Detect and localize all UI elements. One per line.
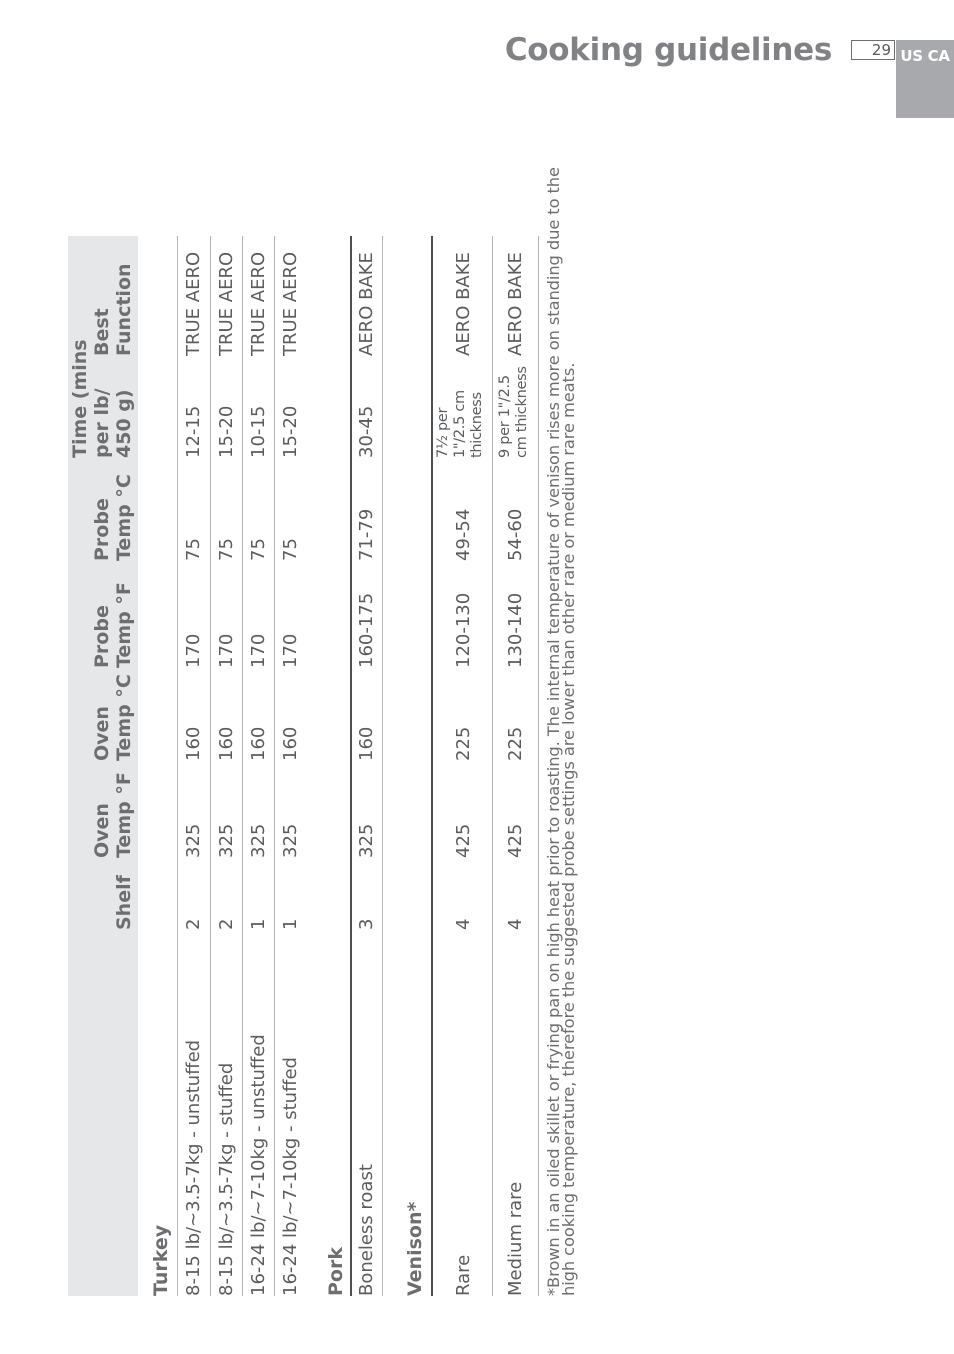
cell-shelf: 2	[183, 918, 204, 930]
cell-oven-c: 225	[453, 726, 474, 761]
cell-probe-f: 170	[183, 633, 204, 668]
row-divider	[382, 236, 383, 1296]
cell-function: TRUE AERO	[183, 251, 204, 356]
cell-oven-f: 425	[505, 823, 526, 858]
cell-item: 8-15 lb/~3.5-7kg - stuffed	[216, 1062, 237, 1296]
page-number: 29	[851, 40, 895, 60]
cell-probe-f: 170	[248, 633, 269, 668]
cell-probe-f: 120-130	[453, 592, 474, 668]
cell-time: 30-45	[356, 405, 377, 458]
cell-probe-c: 71-79	[356, 508, 377, 561]
table-row	[242, 236, 274, 1296]
cell-oven-f: 325	[183, 823, 204, 858]
cell-item: 8-15 lb/~3.5-7kg - unstuffed	[183, 1039, 204, 1296]
header-shelf: Shelf	[113, 875, 135, 930]
cell-probe-f: 170	[280, 633, 301, 668]
cooking-table-rotated	[68, 167, 588, 1296]
cell-shelf: 3	[356, 918, 377, 930]
row-divider	[538, 236, 539, 1296]
section-turkey: Turkey	[150, 1224, 172, 1296]
header-function: Best Function	[91, 263, 135, 356]
table-row	[274, 236, 306, 1296]
footnote: *Brown in an oiled skillet or frying pan on high heat prior to roasting. The internal temperature of venison rises more on standing due to the high cooking temperature, therefore the suggested probe settings are lower than other rare or medium rare meats.	[544, 167, 578, 1296]
cell-oven-f: 325	[356, 823, 377, 858]
page-header	[0, 0, 954, 120]
cell-time: 7½ per 1"/2.5 cm thickness	[435, 390, 485, 458]
cell-function: AERO BAKE	[453, 252, 474, 356]
header-probe-f: Probe Temp °F	[91, 582, 135, 668]
cell-function: TRUE AERO	[248, 251, 269, 356]
cell-probe-f: 130-140	[505, 592, 526, 668]
cell-function: AERO BAKE	[356, 252, 377, 356]
section-pork: Pork	[325, 1247, 347, 1296]
cell-oven-c: 160	[248, 726, 269, 761]
header-oven-c: Oven Temp °C	[91, 674, 135, 761]
region-tab: US CA	[896, 40, 954, 118]
cell-probe-c: 75	[248, 538, 269, 561]
cell-shelf: 4	[505, 918, 526, 930]
table-row	[210, 236, 242, 1296]
cell-probe-c: 75	[280, 538, 301, 561]
cell-oven-f: 425	[453, 823, 474, 858]
cell-item: 16-24 lb/~7-10kg - unstuffed	[248, 1034, 269, 1296]
header-oven-f: Oven Temp °F	[91, 772, 135, 858]
cell-shelf: 1	[280, 918, 301, 930]
header-probe-c: Probe Temp °C	[91, 474, 135, 561]
cell-time: 15-20	[280, 405, 301, 458]
cell-item: Medium rare	[505, 1181, 526, 1296]
cell-probe-c: 75	[183, 538, 204, 561]
table-row	[433, 236, 491, 1296]
cell-function: AERO BAKE	[505, 252, 526, 356]
cell-shelf: 4	[453, 918, 474, 930]
cell-oven-f: 325	[248, 823, 269, 858]
cell-function: TRUE AERO	[280, 251, 301, 356]
section-venison: Venison*	[404, 1201, 426, 1296]
cell-probe-c: 49-54	[453, 508, 474, 561]
cell-item: Rare	[453, 1254, 474, 1296]
cell-oven-c: 160	[183, 726, 204, 761]
cell-oven-c: 160	[356, 726, 377, 761]
page-title: Cooking guidelines	[504, 32, 832, 68]
cell-oven-c: 160	[280, 726, 301, 761]
cell-item: Boneless roast	[356, 1164, 377, 1296]
table-row	[352, 236, 384, 1296]
cell-probe-c: 75	[216, 538, 237, 561]
cell-shelf: 1	[248, 918, 269, 930]
cell-probe-f: 170	[216, 633, 237, 668]
cell-shelf: 2	[216, 918, 237, 930]
header-time: Time (mins per lb/ 450 g)	[69, 339, 135, 458]
cell-probe-c: 54-60	[505, 508, 526, 561]
cell-item: 16-24 lb/~7-10kg - stuffed	[280, 1057, 301, 1296]
cell-probe-f: 160-175	[356, 592, 377, 668]
cell-oven-f: 325	[216, 823, 237, 858]
table-row	[177, 236, 209, 1296]
cell-time: 9 per 1"/2.5 cm thickness	[497, 366, 530, 458]
cell-function: TRUE AERO	[216, 251, 237, 356]
cell-oven-c: 225	[505, 726, 526, 761]
cell-time: 10-15	[248, 405, 269, 458]
cell-time: 12-15	[183, 405, 204, 458]
table-row	[493, 236, 537, 1296]
cell-oven-c: 160	[216, 726, 237, 761]
cell-time: 15-20	[216, 405, 237, 458]
cell-oven-f: 325	[280, 823, 301, 858]
